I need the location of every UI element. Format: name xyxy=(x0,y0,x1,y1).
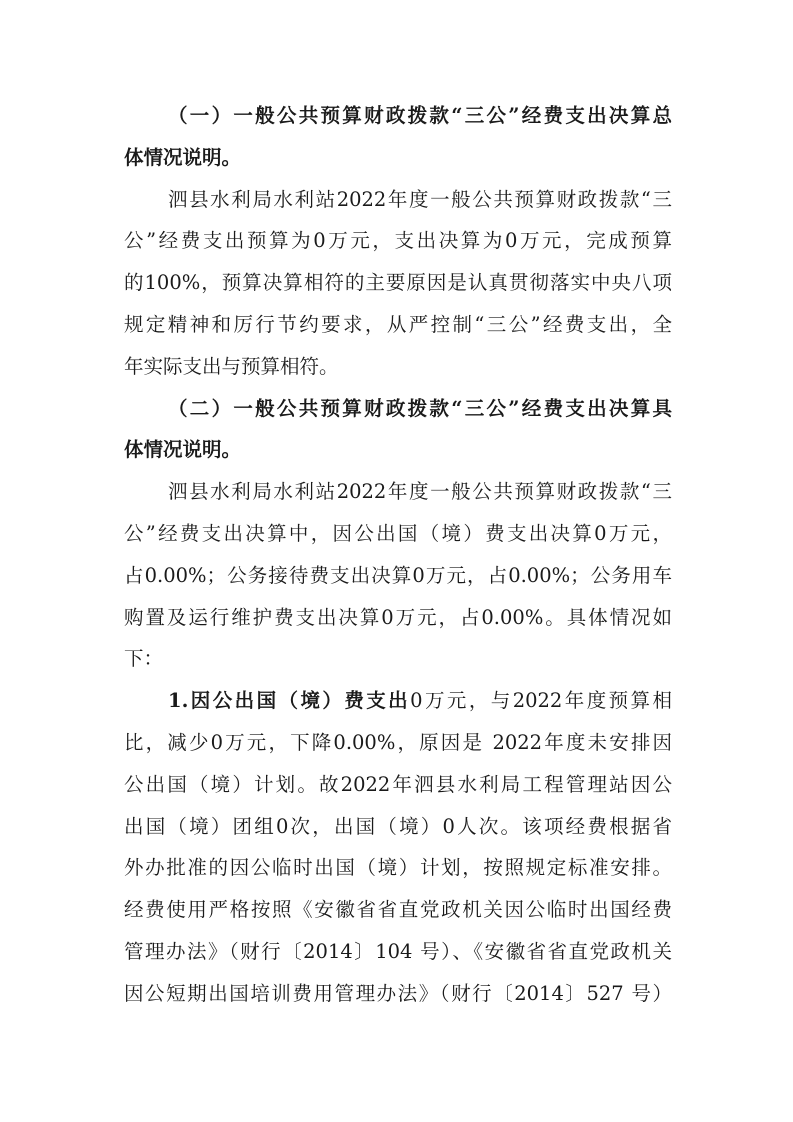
section1-heading-line-2: 体情况说明。 xyxy=(124,145,242,169)
item1-label: 1.因公出国（境）费支出 xyxy=(168,689,411,713)
item1-line-8: 因公短期出国培训费用管理办法》（财行〔2014〕527 号） xyxy=(124,981,672,1005)
section2-paragraph-line-5: 下： xyxy=(124,647,164,671)
item1-line-2: 比，减少0万元，下降0.00%，原因是 2022年度未安排因 xyxy=(124,730,672,754)
item1-line-3: 公出国（境）计划。故2022年泗县水利局工程管理站因公 xyxy=(124,772,672,796)
section2-paragraph-line-1: 泗县水利局水利站2022年度一般公共预算财政拨款“三 xyxy=(168,480,672,504)
item1-line-4: 出国（境）团组0次，出国（境）0人次。该项经费根据省 xyxy=(124,814,672,838)
item1-line-6: 经费使用严格按照《安徽省省直党政机关因公临时出国经费 xyxy=(124,898,672,922)
section2-heading-line-1: （二）一般公共预算财政拨款“三公”经费支出决算具 xyxy=(168,396,672,420)
item1-line-5: 外办批准的因公临时出国（境）计划，按照规定标准安排。 xyxy=(124,856,672,880)
item1-first-line-text: 0万元，与2022年度预算相 xyxy=(410,689,672,713)
section2-paragraph-line-2: 公”经费支出决算中，因公出国（境）费支出决算0万元， xyxy=(124,521,672,545)
section1-heading-line-1: （一）一般公共预算财政拨款“三公”经费支出决算总 xyxy=(168,104,672,127)
item1-first-line xyxy=(124,680,672,722)
section2-paragraph-line-4: 购置及运行维护费支出决算0万元，占0.00%。具体情况如 xyxy=(124,605,672,629)
section1-paragraph-line-3: 的100%，预算决算相符的主要原因是认真贯彻落实中央八项 xyxy=(124,271,672,295)
section2-paragraph-line-3: 占0.00%；公务接待费支出决算0万元，占0.00%；公务用车 xyxy=(124,563,672,587)
section2-heading-line-2: 体情况说明。 xyxy=(124,438,242,462)
section1-paragraph-line-2: 公”经费支出预算为0万元，支出决算为0万元，完成预算 xyxy=(124,229,672,253)
document-page xyxy=(124,95,672,1015)
section1-paragraph-line-4: 规定精神和厉行节约要求，从严控制“三公”经费支出，全 xyxy=(124,312,672,336)
section1-paragraph-line-1: 泗县水利局水利站2022年度一般公共预算财政拨款“三 xyxy=(168,187,672,211)
item1-line-7: 管理办法》（财行〔2014〕104 号）、《安徽省省直党政机关 xyxy=(124,939,672,963)
section1-paragraph-line-5: 年实际支出与预算相符。 xyxy=(124,354,339,378)
